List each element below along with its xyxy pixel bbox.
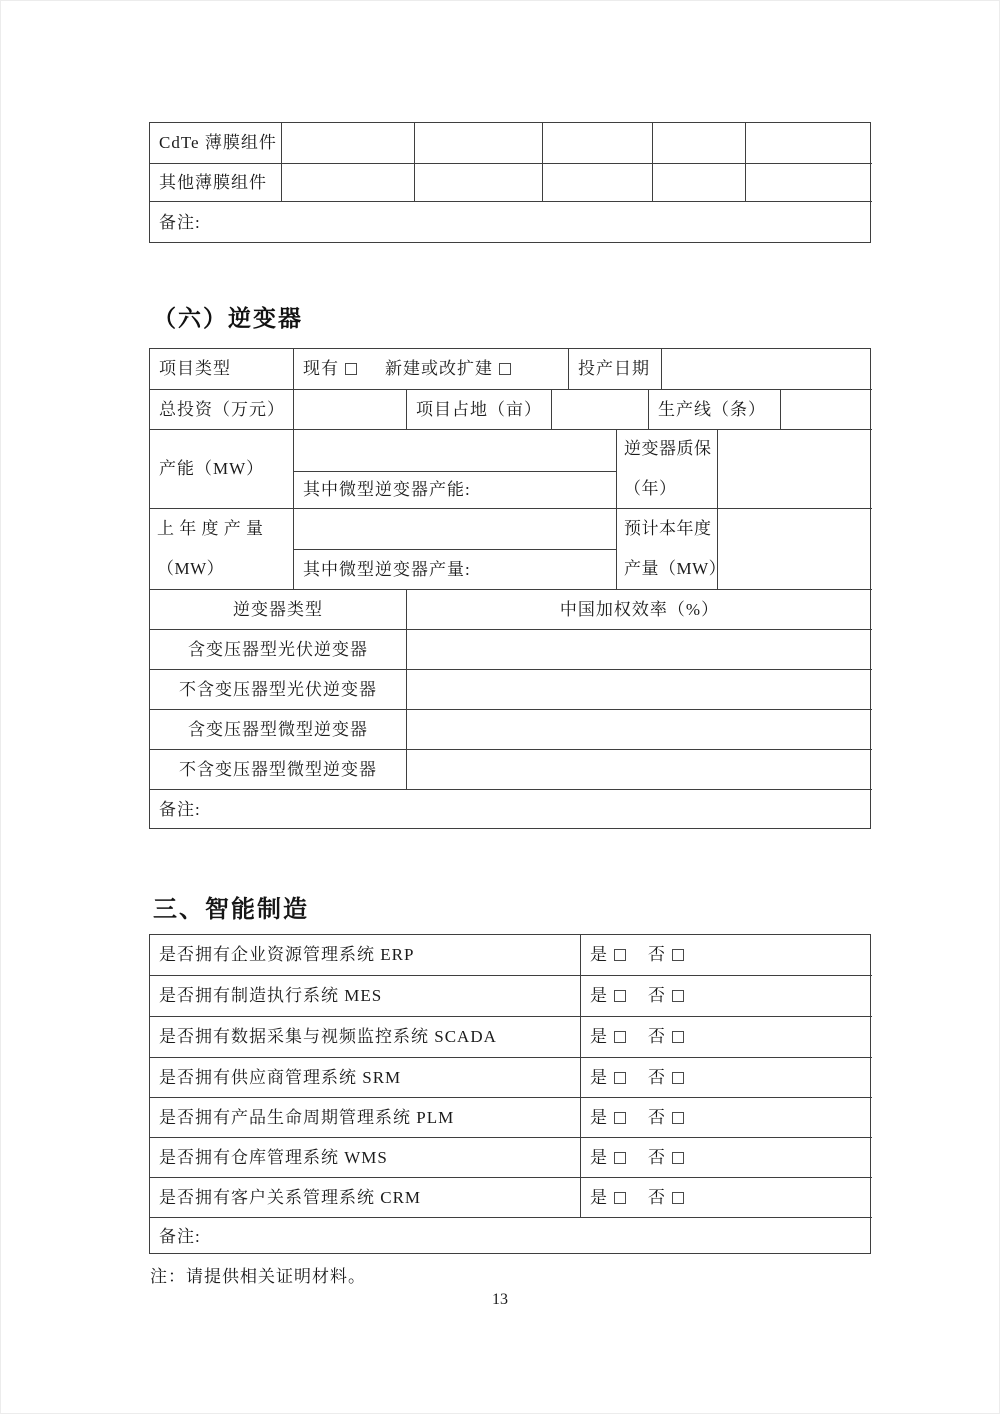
production-lines-label: 生产线（条） <box>649 390 781 430</box>
remark-row: 备注: <box>159 800 201 820</box>
empty-cell <box>653 164 746 202</box>
row-label-other-thin-film: 其他薄膜组件 <box>150 164 282 202</box>
no-label: 否 <box>648 1067 666 1087</box>
yes-no-cell <box>581 1058 872 1098</box>
page-number: 13 <box>492 1291 508 1308</box>
yes-label: 是 <box>590 986 608 1006</box>
section-heading-inverter: （六）逆变器 <box>153 306 303 331</box>
question-label: 是否拥有数据采集与视频监控系统 SCADA <box>150 1017 581 1058</box>
yes-label: 是 <box>590 1027 608 1047</box>
last-year-output-label <box>150 509 294 590</box>
no-label: 否 <box>648 1027 666 1047</box>
empty-cell <box>543 164 653 202</box>
question-label: 是否拥有制造执行系统 MES <box>150 976 581 1017</box>
capacity-label: 产能（MW） <box>150 430 294 509</box>
type-row-label: 不含变压器型光伏逆变器 <box>150 670 407 710</box>
empty-cell <box>781 390 872 430</box>
no-checkbox-icon <box>672 1072 684 1084</box>
existing-checkbox-icon <box>345 363 357 375</box>
yes-no-cell <box>581 935 872 976</box>
project-type-label: 项目类型 <box>150 349 294 390</box>
remark-row: 备注: <box>159 213 201 233</box>
empty-cell <box>746 164 872 202</box>
remark-row: 备注: <box>159 1226 201 1246</box>
question-label: 是否拥有企业资源管理系统 ERP <box>150 935 581 976</box>
expected-output-line2: 产量（MW） <box>624 559 727 578</box>
yes-label: 是 <box>590 1147 608 1167</box>
empty-cell <box>294 430 617 472</box>
empty-cell <box>746 123 872 164</box>
no-label: 否 <box>648 1147 666 1167</box>
yes-label: 是 <box>590 1067 608 1087</box>
question-label: 是否拥有客户关系管理系统 CRM <box>150 1178 581 1218</box>
no-label: 否 <box>648 945 666 965</box>
yes-label: 是 <box>590 1187 608 1207</box>
expected-output-line1: 预计本年度 <box>624 519 712 538</box>
no-label: 否 <box>648 1187 666 1207</box>
type-row-label: 含变压器型微型逆变器 <box>150 710 407 750</box>
empty-cell <box>407 670 872 710</box>
empty-cell <box>543 123 653 164</box>
yes-checkbox-icon <box>614 1072 626 1084</box>
warranty-label-line2: （年） <box>624 479 677 498</box>
last-year-output-line2: （MW） <box>157 559 225 578</box>
yes-checkbox-icon <box>614 1152 626 1164</box>
footnote: 注：请提供相关证明材料。 <box>150 1267 366 1286</box>
last-year-output-line1: 上 年 度 产 量 <box>157 519 264 538</box>
project-type-options <box>294 349 569 390</box>
yes-checkbox-icon <box>614 1192 626 1204</box>
empty-cell <box>282 164 415 202</box>
empty-cell <box>294 509 617 550</box>
inverter-type-header: 逆变器类型 <box>150 590 407 630</box>
micro-output-label: 其中微型逆变器产量: <box>294 550 617 590</box>
no-checkbox-icon <box>672 1152 684 1164</box>
question-label: 是否拥有仓库管理系统 WMS <box>150 1138 581 1178</box>
empty-cell <box>407 710 872 750</box>
yes-checkbox-icon <box>614 949 626 961</box>
empty-cell <box>415 123 543 164</box>
option-new-expand-label: 新建或改扩建 <box>385 359 493 379</box>
yes-no-cell <box>581 1098 872 1138</box>
inverter-table <box>149 348 871 829</box>
no-checkbox-icon <box>672 990 684 1002</box>
yes-no-cell <box>581 1138 872 1178</box>
yes-checkbox-icon <box>614 990 626 1002</box>
row-label-cdte-module: CdTe 薄膜组件 <box>150 123 282 164</box>
new-expand-checkbox-icon <box>499 363 511 375</box>
smart-manufacturing-table <box>149 934 871 1254</box>
warranty-label-line1: 逆变器质保 <box>624 439 712 458</box>
empty-cell <box>662 349 872 390</box>
empty-cell <box>294 390 407 430</box>
yes-label: 是 <box>590 945 608 965</box>
option-existing-label: 现有 <box>303 359 339 379</box>
yes-checkbox-icon <box>614 1112 626 1124</box>
yes-no-cell <box>581 1178 872 1218</box>
no-checkbox-icon <box>672 949 684 961</box>
empty-cell <box>653 123 746 164</box>
no-checkbox-icon <box>672 1031 684 1043</box>
question-label: 是否拥有供应商管理系统 SRM <box>150 1058 581 1098</box>
empty-cell <box>407 750 872 790</box>
question-label: 是否拥有产品生命周期管理系统 PLM <box>150 1098 581 1138</box>
warranty-label <box>617 430 718 509</box>
empty-cell <box>282 123 415 164</box>
empty-cell <box>407 630 872 670</box>
yes-checkbox-icon <box>614 1031 626 1043</box>
yes-no-cell <box>581 976 872 1017</box>
expected-output-label <box>617 509 727 590</box>
type-row-label: 不含变压器型微型逆变器 <box>150 750 407 790</box>
empty-cell <box>718 509 872 590</box>
no-label: 否 <box>648 1107 666 1127</box>
empty-cell <box>415 164 543 202</box>
no-label: 否 <box>648 986 666 1006</box>
section-heading-smart-manufacturing: 三、智能制造 <box>153 896 309 923</box>
empty-cell <box>552 390 649 430</box>
land-area-label: 项目占地（亩） <box>407 390 552 430</box>
yes-label: 是 <box>590 1107 608 1127</box>
type-row-label: 含变压器型光伏逆变器 <box>150 630 407 670</box>
no-checkbox-icon <box>672 1112 684 1124</box>
efficiency-header: 中国加权效率（%） <box>407 590 872 630</box>
total-investment-label: 总投资（万元） <box>150 390 294 430</box>
yes-no-cell <box>581 1017 872 1058</box>
micro-capacity-label: 其中微型逆变器产能: <box>294 472 617 509</box>
no-checkbox-icon <box>672 1192 684 1204</box>
commission-date-label: 投产日期 <box>569 349 662 390</box>
thin-film-table <box>149 122 871 243</box>
empty-cell <box>718 430 872 509</box>
